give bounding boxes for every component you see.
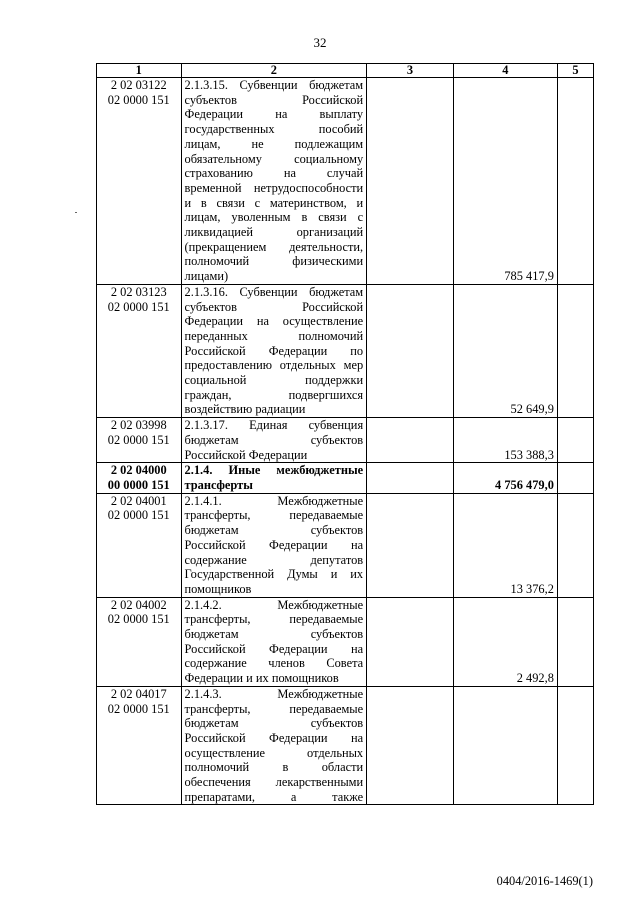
- item-name-line: Федерации и их помощников: [184, 671, 339, 686]
- budget-code-line: 02 0000 151: [107, 612, 170, 627]
- amount-cell: 52 649,9: [453, 284, 557, 417]
- col3-cell: [367, 78, 454, 285]
- col5-cell: [557, 418, 593, 463]
- header-col-4: 4: [453, 64, 557, 78]
- col5-cell: [557, 597, 593, 686]
- item-name-line: социальной поддержки: [184, 373, 364, 388]
- budget-code-line: 00 0000 151: [107, 477, 170, 492]
- budget-code-cell: [97, 463, 182, 493]
- budget-code-cell: [97, 597, 182, 686]
- item-name-line: 2.1.3.16. Субвенции бюджетам: [184, 284, 364, 299]
- item-name-line: помощников: [184, 581, 252, 596]
- col5-cell: [557, 493, 593, 597]
- table-row: [97, 463, 594, 493]
- table-header-row: [97, 64, 594, 78]
- item-name-line: 2.1.4.1. Межбюджетные: [184, 493, 364, 508]
- item-name-line: полномочий физическими: [184, 254, 364, 269]
- item-name-line: (прекращением деятельности,: [184, 239, 364, 254]
- amount-cell: 153 388,3: [453, 418, 557, 463]
- item-name-line: трансферты, передаваемые: [184, 701, 364, 716]
- header-col-5: 5: [557, 64, 593, 78]
- item-name-line: Российской Федерации: [184, 447, 308, 462]
- item-name-line: Российской Федерации по: [184, 343, 364, 358]
- item-name-line: Российской Федерации на: [184, 730, 364, 745]
- header-col-2: 2: [181, 64, 367, 78]
- amount-cell: 4 756 479,0: [453, 463, 557, 493]
- item-name-line: Российской Федерации на: [184, 537, 364, 552]
- col5-cell: [557, 284, 593, 417]
- document-footer-code: 0404/2016-1469(1): [496, 874, 593, 888]
- item-name-line: переданных полномочий: [184, 328, 364, 343]
- item-name-cell: [181, 284, 367, 417]
- item-name-line: страхованию на случай: [184, 166, 364, 181]
- item-name-line: 2.1.4.3. Межбюджетные: [184, 686, 364, 701]
- amount-cell: 13 376,2: [453, 493, 557, 597]
- table-row: [97, 686, 594, 805]
- item-name-line: препаратами, а также: [184, 789, 364, 804]
- budget-code-cell: [97, 284, 182, 417]
- item-name-line: Государственной Думы и их: [184, 567, 364, 582]
- budget-code-line: 2 02 03122: [110, 78, 167, 92]
- item-name-line: временной нетрудоспособности: [184, 180, 364, 195]
- item-name-line: трансферты, передаваемые: [184, 612, 364, 627]
- col5-cell: [557, 78, 593, 285]
- budget-code-cell: [97, 418, 182, 463]
- item-name-line: 2.1.4. Иные межбюджетные: [184, 463, 364, 478]
- item-name-line: предоставлению отдельных мер: [184, 358, 364, 373]
- item-name-line: бюджетам субъектов: [184, 432, 364, 447]
- item-name-line: Федерации на выплату: [184, 107, 364, 122]
- item-name-line: обязательному социальному: [184, 151, 364, 166]
- item-name-cell: [181, 597, 367, 686]
- budget-code-line: 2 02 04001: [110, 493, 167, 508]
- col3-cell: [367, 463, 454, 493]
- budget-code-line: 02 0000 151: [107, 701, 170, 716]
- budget-code-line: 02 0000 151: [107, 92, 170, 107]
- table-row: [97, 284, 594, 417]
- item-name-line: полномочий в области: [184, 760, 364, 775]
- item-name-line: трансферты: [184, 477, 253, 492]
- item-name-line: субъектов Российской: [184, 92, 364, 107]
- header-col-1: 1: [97, 64, 182, 78]
- budget-code-line: 2 02 04017: [110, 686, 167, 701]
- item-name-line: лицам, не подлежащим: [184, 136, 364, 151]
- item-name-line: ликвидацией организаций: [184, 225, 364, 240]
- amount-cell: [453, 686, 557, 805]
- item-name-line: 2.1.3.15. Субвенции бюджетам: [184, 78, 364, 92]
- budget-code-line: 02 0000 151: [107, 508, 170, 523]
- header-col-3: 3: [367, 64, 454, 78]
- item-name-line: бюджетам субъектов: [184, 716, 364, 731]
- table-row: [97, 418, 594, 463]
- col5-cell: [557, 463, 593, 493]
- budget-code-cell: [97, 493, 182, 597]
- margin-mark: [75, 212, 77, 213]
- item-name-line: субъектов Российской: [184, 299, 364, 314]
- table-row: [97, 493, 594, 597]
- item-name-line: граждан, подвергшихся: [184, 387, 364, 402]
- col5-cell: [557, 686, 593, 805]
- amount-cell: 785 417,9: [453, 78, 557, 285]
- item-name-line: осуществление отдельных: [184, 745, 364, 760]
- item-name-line: Российской Федерации на: [184, 641, 364, 656]
- budget-code-cell: [97, 78, 182, 285]
- item-name-line: Федерации на осуществление: [184, 314, 364, 329]
- table-row: [97, 78, 594, 285]
- budget-code-line: 02 0000 151: [107, 432, 170, 447]
- budget-code-line: 02 0000 151: [107, 299, 170, 314]
- item-name-cell: [181, 78, 367, 285]
- item-name-line: государственных пособий: [184, 122, 364, 137]
- table-row: [97, 597, 594, 686]
- item-name-line: и в связи с материнством, и: [184, 195, 364, 210]
- item-name-line: бюджетам субъектов: [184, 627, 364, 642]
- item-name-line: содержание членов Совета: [184, 656, 364, 671]
- item-name-line: содержание депутатов: [184, 552, 364, 567]
- item-name-cell: [181, 418, 367, 463]
- table-body: [97, 78, 594, 805]
- budget-code-line: 2 02 03998: [110, 418, 167, 433]
- col3-cell: [367, 686, 454, 805]
- col3-cell: [367, 418, 454, 463]
- page-number: 32: [313, 35, 327, 50]
- budget-table: [96, 63, 594, 805]
- item-name-line: трансферты, передаваемые: [184, 508, 364, 523]
- budget-code-cell: [97, 686, 182, 805]
- item-name-line: лицам, уволенным в связи с: [184, 210, 364, 225]
- item-name-cell: [181, 463, 367, 493]
- col3-cell: [367, 284, 454, 417]
- col3-cell: [367, 597, 454, 686]
- item-name-line: бюджетам субъектов: [184, 523, 364, 538]
- budget-code-line: 2 02 04002: [110, 597, 167, 612]
- budget-code-line: 2 02 03123: [110, 284, 167, 299]
- item-name-line: лицами): [184, 269, 229, 284]
- amount-cell: 2 492,8: [453, 597, 557, 686]
- item-name-line: 2.1.4.2. Межбюджетные: [184, 597, 364, 612]
- item-name-line: обеспечения лекарственными: [184, 775, 364, 790]
- budget-code-line: 2 02 04000: [110, 463, 167, 478]
- item-name-cell: [181, 686, 367, 805]
- item-name-line: 2.1.3.17. Единая субвенция: [184, 418, 364, 433]
- item-name-line: воздействию радиации: [184, 402, 306, 417]
- col3-cell: [367, 493, 454, 597]
- item-name-cell: [181, 493, 367, 597]
